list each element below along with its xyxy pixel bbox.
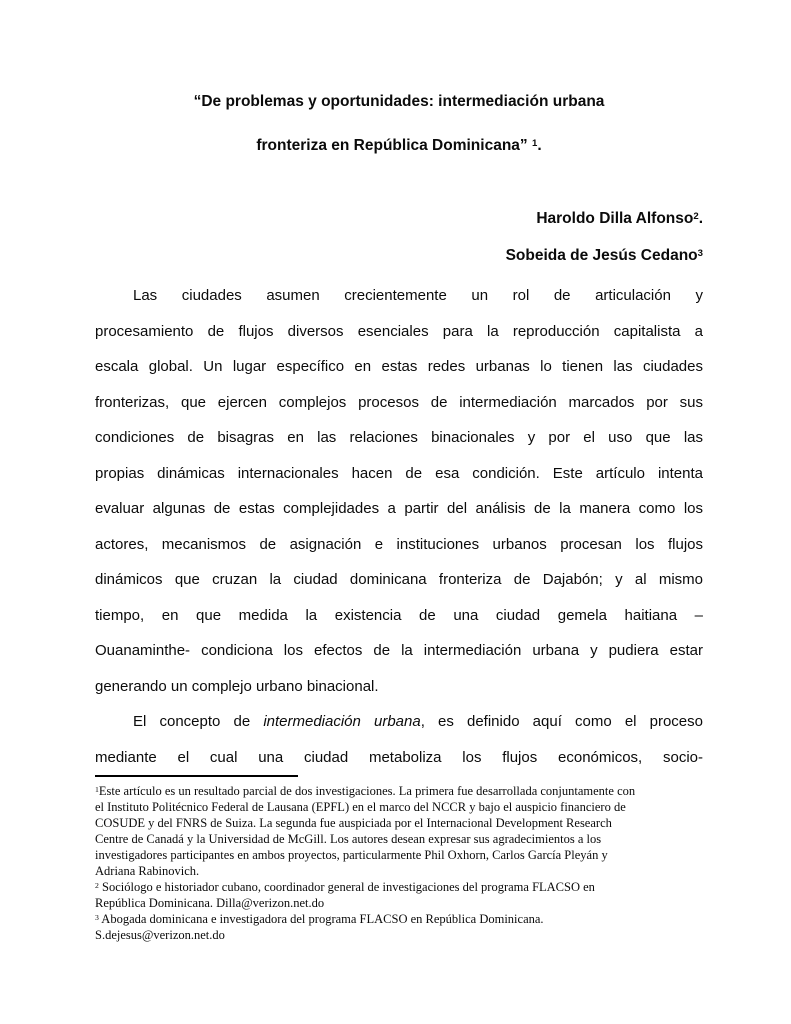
footnotes-section xyxy=(95,783,735,943)
footnote-separator xyxy=(95,775,298,777)
text-segment: Adriana Rabinovich. xyxy=(95,864,200,878)
footnote-line xyxy=(95,847,735,863)
body-line xyxy=(95,278,703,314)
body-line xyxy=(95,456,703,492)
body-line xyxy=(95,314,703,350)
author-block xyxy=(95,200,703,274)
text-segment: mediante el cual una ciudad metaboliza los flujos económicos, socio- xyxy=(95,748,703,766)
text-segment: S.dejesus@verizon.net.do xyxy=(95,928,225,942)
text-segment: dinámicos que cruzan la ciudad dominicana fronteriza de Dajabón; y al mismo xyxy=(95,571,703,588)
text-segment: . xyxy=(698,210,703,227)
text-segment: Sobeida de Jesús Cedano xyxy=(505,247,698,264)
text-segment: Este artículo es un resultado parcial de dos investigaciones. La primera fue desarrollada conjuntamente con xyxy=(98,784,636,798)
footnote-line xyxy=(95,815,735,831)
footnote-line xyxy=(95,911,735,927)
text-segment: condiciones de bisagras en las relaciones binacionales y por el uso que las xyxy=(95,429,703,446)
text-segment: “De problemas y oportunidades: intermediación urbana xyxy=(193,93,605,110)
body-line xyxy=(95,633,703,669)
footnote-line xyxy=(95,831,735,847)
paper-title xyxy=(95,80,703,168)
footnote-line xyxy=(95,927,735,943)
superscript-marker: 1 xyxy=(95,784,99,794)
text-segment: el Instituto Politécnico Federal de Lausana (EPFL) en el marco del NCCR y bajo el auspicio financiero de xyxy=(95,800,626,814)
text-segment: Las ciudades asumen crecientemente un rol de articulación y xyxy=(133,287,703,304)
body-line xyxy=(95,704,703,740)
body-line xyxy=(95,598,703,634)
superscript-marker: 2 xyxy=(95,880,99,890)
body-line xyxy=(95,740,703,776)
text-segment: evaluar algunas de estas complejidades a partir del análisis de la manera como los xyxy=(95,500,703,517)
body-line xyxy=(95,491,703,527)
text-segment: Ouanaminthe- condiciona los efectos de la intermediación urbana y pudiera estar xyxy=(95,642,703,659)
body-line xyxy=(95,385,703,421)
body-line xyxy=(95,669,703,705)
text-segment: investigadores participantes en ambos proyectos, particularmente Phil Oxhorn, Carlos García Pleyán y xyxy=(95,848,608,862)
text-segment: El concepto de xyxy=(133,713,264,730)
footnote-line xyxy=(95,895,735,911)
text-segment: Abogada dominicana e investigadora del programa FLACSO en República Dominicana. xyxy=(98,912,544,926)
author-name xyxy=(95,200,703,237)
body-text xyxy=(95,278,703,775)
footnote-line xyxy=(95,783,735,799)
text-segment: procesamiento de flujos diversos esenciales para la reproducción capitalista a xyxy=(95,322,703,340)
footnote-line xyxy=(95,863,735,879)
text-segment: Sociólogo e historiador cubano, coordinador general de investigaciones del programa FLACSO en xyxy=(98,880,595,894)
footnote-line xyxy=(95,879,735,895)
footnote-line xyxy=(95,799,735,815)
title-line xyxy=(95,124,703,168)
text-segment: propias dinámicas internacionales hacen de esa condición. Este artículo intenta xyxy=(95,464,703,482)
body-line xyxy=(95,420,703,456)
body-line xyxy=(95,349,703,385)
author-name xyxy=(95,237,703,274)
text-segment: fronteriza en República Dominicana” xyxy=(256,137,532,154)
text-segment: Centre de Canadá y la Universidad de McGill. Los autores desean expresar sus agradecimientos a los xyxy=(95,832,602,846)
text-segment: República Dominicana. Dilla@verizon.net.do xyxy=(95,896,325,910)
text-segment: tiempo, en que medida la existencia de una ciudad gemela haitiana – xyxy=(95,606,703,624)
text-segment: actores, mecanismos de asignación e instituciones urbanos procesan los flujos xyxy=(95,535,703,553)
text-segment: . xyxy=(537,137,542,154)
text-segment: intermediación urbana xyxy=(263,713,421,730)
text-segment: COSUDE y del FNRS de Suiza. La segunda fue auspiciada por el Internacional Development Research xyxy=(95,816,612,830)
text-segment: Haroldo Dilla Alfonso xyxy=(536,210,694,227)
title-line xyxy=(95,80,703,124)
superscript-marker: 3 xyxy=(95,912,99,922)
superscript-marker: 1 xyxy=(531,137,538,149)
text-segment: generando un complejo urbano binacional. xyxy=(95,677,379,695)
superscript-marker: 2 xyxy=(693,210,699,222)
superscript-marker: 3 xyxy=(697,247,703,259)
text-segment: escala global. Un lugar específico en estas redes urbanas lo tienen las ciudades xyxy=(95,358,703,375)
text-segment: fronterizas, que ejercen complejos procesos de intermediación marcados por sus xyxy=(95,393,703,411)
text-segment: , es definido aquí como el proceso xyxy=(420,713,703,730)
body-line xyxy=(95,562,703,598)
body-line xyxy=(95,527,703,563)
